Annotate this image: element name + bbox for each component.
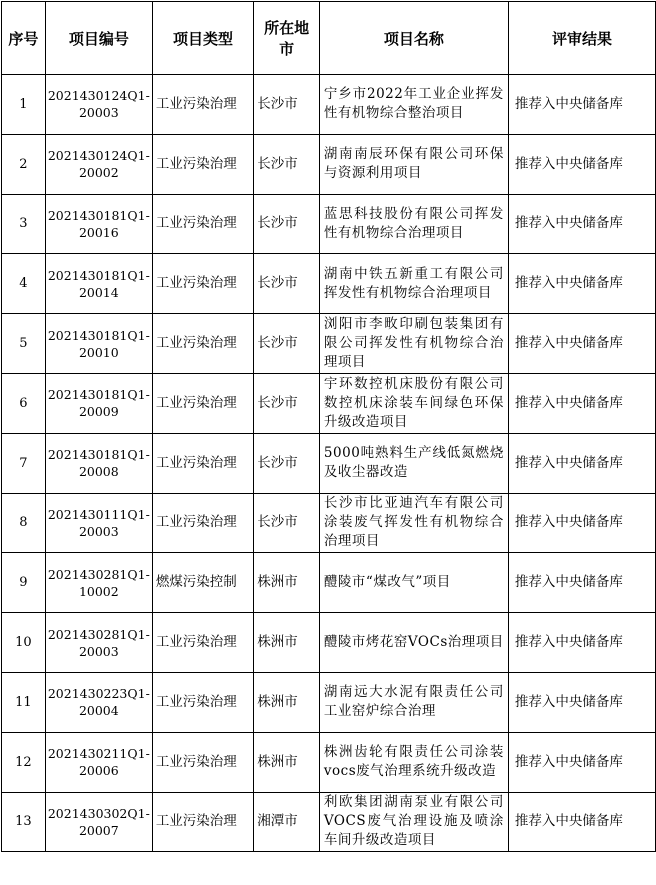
table-row: [2, 254, 656, 314]
header-row: [2, 2, 656, 75]
cell-review-result: 推荐入中央储备库: [508, 672, 655, 732]
cell-city: 长沙市: [254, 254, 320, 314]
cell-project-name: 株洲齿轮有限责任公司涂装vocs废气治理系统升级改造: [319, 732, 508, 792]
cell-project-code: 2021430124Q1-20002: [45, 134, 152, 194]
cell-index: 9: [2, 553, 46, 613]
cell-project-name: 湖南中铁五新重工有限公司挥发性有机物综合治理项目: [319, 254, 508, 314]
table-row: [2, 194, 656, 254]
cell-review-result: 推荐入中央储备库: [508, 373, 655, 433]
cell-project-code: 2021430181Q1-20008: [45, 433, 152, 493]
cell-project-code: 2021430181Q1-20016: [45, 194, 152, 254]
header-index: 序号: [2, 2, 46, 75]
cell-project-name: 湖南远大水泥有限责任公司工业窑炉综合治理: [319, 672, 508, 732]
cell-project-type: 工业污染治理: [152, 75, 253, 135]
cell-index: 1: [2, 75, 46, 135]
cell-project-name: 长沙市比亚迪汽车有限公司涂装废气挥发性有机物综合治理项目: [319, 493, 508, 553]
table-row: [2, 134, 656, 194]
table-row: [2, 373, 656, 433]
cell-project-type: 工业污染治理: [152, 254, 253, 314]
table-row: [2, 493, 656, 553]
cell-index: 3: [2, 194, 46, 254]
table-row: [2, 433, 656, 493]
table-row: [2, 75, 656, 135]
cell-review-result: 推荐入中央储备库: [508, 433, 655, 493]
cell-project-type: 燃煤污染控制: [152, 553, 253, 613]
cell-city: 湘潭市: [254, 792, 320, 852]
header-review-result: 评审结果: [508, 2, 655, 75]
cell-city: 长沙市: [254, 134, 320, 194]
cell-review-result: 推荐入中央储备库: [508, 792, 655, 852]
cell-project-type: 工业污染治理: [152, 314, 253, 374]
cell-project-code: 2021430281Q1-10002: [45, 553, 152, 613]
cell-project-type: 工业污染治理: [152, 493, 253, 553]
cell-project-type: 工业污染治理: [152, 732, 253, 792]
cell-project-type: 工业污染治理: [152, 433, 253, 493]
cell-review-result: 推荐入中央储备库: [508, 194, 655, 254]
cell-index: 12: [2, 732, 46, 792]
cell-city: 长沙市: [254, 194, 320, 254]
cell-index: 5: [2, 314, 46, 374]
table-row: [2, 613, 656, 673]
cell-project-code: 2021430124Q1-20003: [45, 75, 152, 135]
cell-project-code: 2021430281Q1-20003: [45, 613, 152, 673]
cell-review-result: 推荐入中央储备库: [508, 553, 655, 613]
cell-project-name: 醴陵市烤花窑VOCs治理项目: [319, 613, 508, 673]
cell-project-name: 湖南南辰环保有限公司环保与资源利用项目: [319, 134, 508, 194]
cell-index: 4: [2, 254, 46, 314]
cell-index: 11: [2, 672, 46, 732]
cell-project-name: 5000吨熟料生产线低氮燃烧及收尘器改造: [319, 433, 508, 493]
table-row: [2, 672, 656, 732]
table-row: [2, 314, 656, 374]
cell-project-type: 工业污染治理: [152, 373, 253, 433]
cell-project-code: 2021430181Q1-20009: [45, 373, 152, 433]
cell-project-type: 工业污染治理: [152, 792, 253, 852]
cell-review-result: 推荐入中央储备库: [508, 314, 655, 374]
table-row: [2, 732, 656, 792]
cell-city: 长沙市: [254, 373, 320, 433]
cell-project-name: 利欧集团湖南泵业有限公司VOCS废气治理设施及喷涂车间升级改造项目: [319, 792, 508, 852]
cell-city: 长沙市: [254, 433, 320, 493]
cell-review-result: 推荐入中央储备库: [508, 732, 655, 792]
project-review-table: [1, 1, 656, 852]
cell-project-name: 宇环数控机床股份有限公司数控机床涂装车间绿色环保升级改造项目: [319, 373, 508, 433]
header-project-type: 项目类型: [152, 2, 253, 75]
cell-city: 长沙市: [254, 314, 320, 374]
cell-project-type: 工业污染治理: [152, 613, 253, 673]
cell-city: 长沙市: [254, 493, 320, 553]
cell-index: 8: [2, 493, 46, 553]
table-row: [2, 553, 656, 613]
cell-city: 株洲市: [254, 732, 320, 792]
cell-city: 株洲市: [254, 553, 320, 613]
cell-project-type: 工业污染治理: [152, 134, 253, 194]
cell-review-result: 推荐入中央储备库: [508, 75, 655, 135]
cell-project-type: 工业污染治理: [152, 672, 253, 732]
header-project-name: 项目名称: [319, 2, 508, 75]
cell-project-code: 2021430223Q1-20004: [45, 672, 152, 732]
cell-index: 7: [2, 433, 46, 493]
cell-index: 13: [2, 792, 46, 852]
cell-city: 长沙市: [254, 75, 320, 135]
header-city: 所在地市: [254, 2, 320, 75]
cell-project-type: 工业污染治理: [152, 194, 253, 254]
cell-review-result: 推荐入中央储备库: [508, 254, 655, 314]
table-body: [2, 75, 656, 852]
cell-city: 株洲市: [254, 613, 320, 673]
cell-city: 株洲市: [254, 672, 320, 732]
cell-review-result: 推荐入中央储备库: [508, 134, 655, 194]
cell-project-code: 2021430111Q1-20003: [45, 493, 152, 553]
cell-project-name: 蓝思科技股份有限公司挥发性有机物综合治理项目: [319, 194, 508, 254]
cell-index: 2: [2, 134, 46, 194]
cell-project-name: 浏阳市李畋印刷包装集团有限公司挥发性有机物综合治理项目: [319, 314, 508, 374]
cell-review-result: 推荐入中央储备库: [508, 493, 655, 553]
cell-index: 10: [2, 613, 46, 673]
cell-project-code: 2021430211Q1-20006: [45, 732, 152, 792]
cell-project-code: 2021430302Q1-20007: [45, 792, 152, 852]
cell-review-result: 推荐入中央储备库: [508, 613, 655, 673]
cell-index: 6: [2, 373, 46, 433]
table-row: [2, 792, 656, 852]
cell-project-name: 宁乡市2022年工业企业挥发性有机物综合整治项目: [319, 75, 508, 135]
cell-project-code: 2021430181Q1-20014: [45, 254, 152, 314]
header-project-code: 项目编号: [45, 2, 152, 75]
cell-project-code: 2021430181Q1-20010: [45, 314, 152, 374]
cell-project-name: 醴陵市“煤改气”项目: [319, 553, 508, 613]
